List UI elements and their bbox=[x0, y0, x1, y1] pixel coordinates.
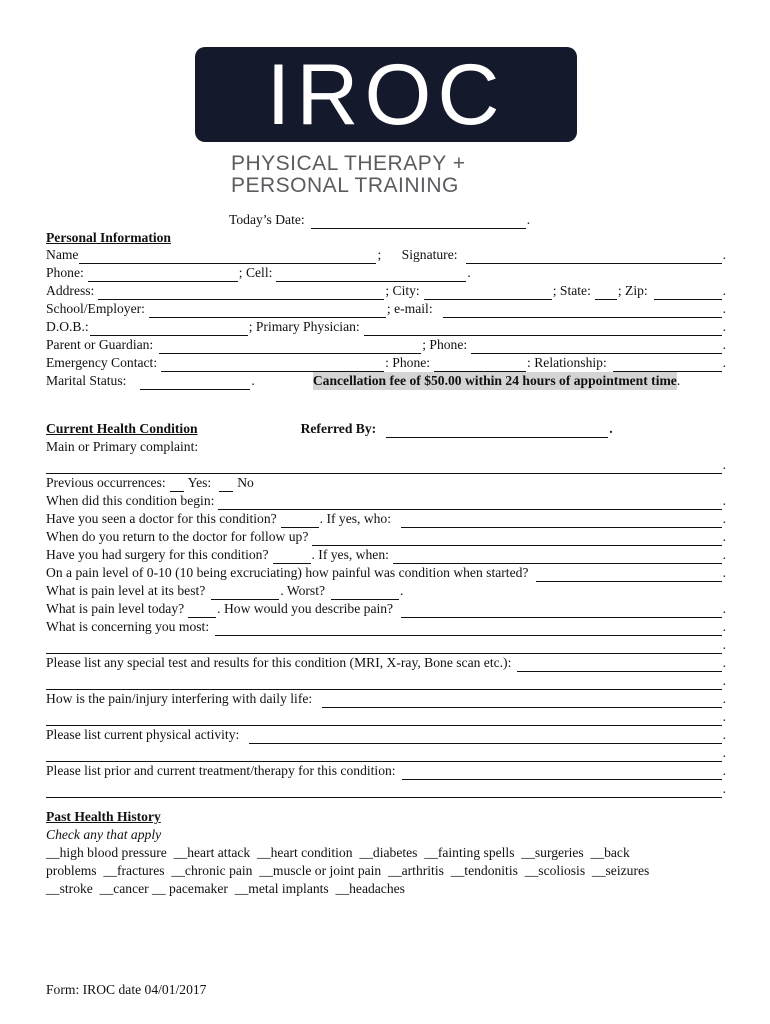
logo-tagline-1: PHYSICAL THERAPY + bbox=[231, 152, 466, 175]
special-test-label: Please list any special test and results for this condition (MRI, X-ray, Bone scan etc.): bbox=[46, 655, 512, 670]
city-label: ; City: bbox=[385, 283, 420, 298]
surgery-row: Have you had surgery for this condition? . If yes, when: . bbox=[46, 547, 726, 562]
special-test-field-2[interactable] bbox=[46, 676, 722, 690]
emergency-label: Emergency Contact: bbox=[46, 355, 158, 370]
current-health-heading-row: Current Health Condition Referred By: . bbox=[46, 421, 613, 436]
pain-today-row: What is pain level today? . How would you describe pain? . bbox=[46, 601, 726, 616]
parent-field[interactable] bbox=[159, 340, 421, 354]
signature-field[interactable] bbox=[466, 250, 722, 264]
emergency-phone-label: : Phone: bbox=[385, 355, 431, 370]
school-field[interactable] bbox=[149, 304, 386, 318]
referred-by-field[interactable] bbox=[386, 424, 608, 438]
parent-phone-field[interactable] bbox=[471, 340, 721, 354]
physician-label: ; Primary Physician: bbox=[248, 319, 360, 334]
complaint-label: Main or Primary complaint: bbox=[46, 439, 199, 454]
dob-label: D.O.B.: bbox=[46, 319, 89, 334]
return-doctor-field[interactable] bbox=[312, 532, 721, 546]
no-label: No bbox=[237, 475, 254, 490]
pain-scale-label: On a pain level of 0-10 (10 being excruciating) how painful was condition when started? bbox=[46, 565, 529, 580]
zip-field[interactable] bbox=[654, 286, 722, 300]
concerning-row: What is concerning you most: . bbox=[46, 619, 726, 634]
past-history-heading: Past Health History bbox=[46, 809, 161, 824]
past-history-instruction: Check any that apply bbox=[46, 827, 162, 842]
cell-field[interactable] bbox=[276, 268, 466, 282]
pain-worst-field[interactable] bbox=[331, 586, 399, 600]
past-history-row-1 bbox=[46, 844, 726, 862]
pain-scale-field[interactable] bbox=[536, 568, 721, 582]
concerning-line-2: . bbox=[46, 636, 726, 654]
form-footer: Form: IROC date 04/01/2017 bbox=[46, 982, 207, 997]
parent-row: Parent or Guardian: ; Phone: . bbox=[46, 337, 726, 352]
pain-today-label: What is pain level today? bbox=[46, 601, 185, 616]
personal-info-heading-row bbox=[46, 229, 726, 247]
state-label: ; State: bbox=[552, 283, 591, 298]
special-test-line-2: . bbox=[46, 672, 726, 690]
previous-occurrences-row bbox=[46, 474, 726, 492]
activity-row: Please list current physical activity: . bbox=[46, 727, 726, 742]
name-row: Name ; Signature: . bbox=[46, 247, 726, 262]
if-yes-who-label: . If yes, who: bbox=[319, 511, 392, 526]
previous-no-field[interactable] bbox=[219, 478, 233, 492]
phone-field[interactable] bbox=[88, 268, 238, 282]
todays-date-label: Today’s Date: bbox=[229, 212, 305, 227]
address-label: Address: bbox=[46, 283, 95, 298]
past-history-row-2 bbox=[46, 862, 726, 880]
past-history-row-3 bbox=[46, 880, 726, 898]
treatment-field[interactable] bbox=[402, 766, 722, 780]
state-field[interactable] bbox=[595, 286, 617, 300]
footer-row bbox=[46, 981, 726, 999]
previous-occurrences-label: Previous occurrences: bbox=[46, 475, 166, 490]
address-row: Address: ; City: ; State: ; Zip: . bbox=[46, 283, 726, 298]
activity-label: Please list current physical activity: bbox=[46, 727, 240, 742]
pain-today-field[interactable] bbox=[188, 604, 216, 618]
special-test-field[interactable] bbox=[517, 658, 721, 672]
dob-field[interactable] bbox=[90, 322, 248, 336]
surgery-label: Have you had surgery for this condition? bbox=[46, 547, 269, 562]
iroc-logo bbox=[195, 47, 577, 142]
marital-label: Marital Status: bbox=[46, 373, 127, 388]
pain-scale-row: On a pain level of 0-10 (10 being excruciating) how painful was condition when started? . bbox=[46, 565, 726, 580]
surgery-when-field[interactable] bbox=[393, 550, 722, 564]
marital-row: Marital Status: . Cancellation fee of $50.00 within 24 hours of appointment time . bbox=[46, 373, 681, 388]
current-health-heading: Current Health Condition bbox=[46, 421, 198, 436]
signature-label: Signature: bbox=[401, 247, 458, 262]
describe-pain-field[interactable] bbox=[401, 604, 722, 618]
parent-phone-label: ; Phone: bbox=[422, 337, 468, 352]
complaint-field[interactable] bbox=[46, 460, 722, 474]
condition-began-label: When did this condition begin: bbox=[46, 493, 215, 508]
address-field[interactable] bbox=[98, 286, 384, 300]
past-history-instruction-row bbox=[46, 826, 726, 844]
seen-doctor-field[interactable] bbox=[281, 514, 319, 528]
treatment-line-2: . bbox=[46, 780, 726, 798]
name-field[interactable] bbox=[79, 250, 376, 264]
return-doctor-row: When do you return to the doctor for follow up? . bbox=[46, 529, 726, 544]
yes-label: Yes: bbox=[187, 475, 212, 490]
phone-label: Phone: bbox=[46, 265, 84, 280]
emergency-field[interactable] bbox=[161, 358, 384, 372]
phone-row: Phone: ; Cell: . bbox=[46, 265, 471, 280]
personal-info-heading: Personal Information bbox=[46, 230, 171, 245]
relationship-field[interactable] bbox=[613, 358, 722, 372]
zip-label: ; Zip: bbox=[617, 283, 648, 298]
interfering-row: How is the pain/injury interfering with daily life: . bbox=[46, 691, 726, 706]
treatment-label: Please list prior and current treatment/therapy for this condition: bbox=[46, 763, 396, 778]
parent-label: Parent or Guardian: bbox=[46, 337, 154, 352]
seen-doctor-row: Have you seen a doctor for this condition? . If yes, who: . bbox=[46, 511, 726, 526]
surgery-field[interactable] bbox=[273, 550, 311, 564]
conditions-checklist-3[interactable]: __stroke __cancer __ pacemaker __metal implants __headaches bbox=[46, 881, 405, 896]
email-field[interactable] bbox=[443, 304, 722, 318]
treatment-field-2[interactable] bbox=[46, 784, 722, 798]
special-test-row: Please list any special test and results for this condition (MRI, X-ray, Bone scan etc.): . bbox=[46, 655, 726, 670]
describe-pain-label: . How would you describe pain? bbox=[217, 601, 394, 616]
cancellation-notice: Cancellation fee of $50.00 within 24 hours of appointment time bbox=[312, 373, 677, 388]
dob-row: D.O.B.: ; Primary Physician: . bbox=[46, 319, 726, 334]
relationship-label: : Relationship: bbox=[527, 355, 607, 370]
conditions-checklist-2[interactable]: problems __fractures __chronic pain __muscle or joint pain __arthritis __tendonitis __scoliosis __seizures bbox=[46, 863, 650, 878]
concerning-field[interactable] bbox=[215, 622, 722, 636]
activity-line-2: . bbox=[46, 744, 726, 762]
physician-field[interactable] bbox=[364, 322, 722, 336]
emergency-row: Emergency Contact: : Phone: : Relationship: . bbox=[46, 355, 726, 370]
seen-doctor-label: Have you seen a doctor for this condition? bbox=[46, 511, 277, 526]
logo-wordmark: IROC bbox=[266, 47, 506, 143]
interfering-field[interactable] bbox=[322, 694, 721, 708]
todays-date-row: Today’s Date: . bbox=[229, 212, 531, 227]
past-history-heading-row bbox=[46, 808, 726, 826]
activity-field-2[interactable] bbox=[46, 748, 722, 762]
school-row: School/Employer: ; e-mail: . bbox=[46, 301, 726, 316]
if-yes-when-label: . If yes, when: bbox=[311, 547, 389, 562]
interfering-line-2: . bbox=[46, 708, 726, 726]
condition-began-row: When did this condition begin: . bbox=[46, 493, 726, 508]
todays-date-field[interactable] bbox=[311, 215, 526, 229]
conditions-checklist-1[interactable]: __high blood pressure __heart attack __heart condition __diabetes __fainting spells __surgeries __back bbox=[46, 845, 630, 860]
condition-began-field[interactable] bbox=[218, 496, 721, 510]
interfering-field-2[interactable] bbox=[46, 712, 722, 726]
pain-best-label: What is pain level at its best? bbox=[46, 583, 206, 598]
complaint-line: . bbox=[46, 456, 726, 474]
marital-field[interactable] bbox=[140, 376, 250, 390]
email-label: ; e-mail: bbox=[386, 301, 433, 316]
interfering-label: How is the pain/injury interfering with daily life: bbox=[46, 691, 313, 706]
emergency-phone-field[interactable] bbox=[434, 358, 526, 372]
pain-best-field[interactable] bbox=[211, 586, 279, 600]
concerning-field-2[interactable] bbox=[46, 640, 722, 654]
doctor-who-field[interactable] bbox=[401, 514, 722, 528]
school-label: School/Employer: bbox=[46, 301, 145, 316]
pain-worst-label: . Worst? bbox=[280, 583, 326, 598]
referred-by-label: Referred By: bbox=[300, 421, 377, 436]
cell-label: ; Cell: bbox=[238, 265, 273, 280]
concerning-label: What is concerning you most: bbox=[46, 619, 210, 634]
city-field[interactable] bbox=[424, 286, 552, 300]
activity-field[interactable] bbox=[249, 730, 721, 744]
pain-best-row: What is pain level at its best? . Worst? . bbox=[46, 583, 404, 598]
logo-tagline-2: PERSONAL TRAINING bbox=[231, 174, 459, 197]
complaint-row bbox=[46, 438, 726, 456]
return-doctor-label: When do you return to the doctor for follow up? bbox=[46, 529, 309, 544]
previous-yes-field[interactable] bbox=[170, 478, 184, 492]
treatment-row: Please list prior and current treatment/therapy for this condition: . bbox=[46, 763, 726, 778]
name-label: Name bbox=[46, 247, 79, 262]
